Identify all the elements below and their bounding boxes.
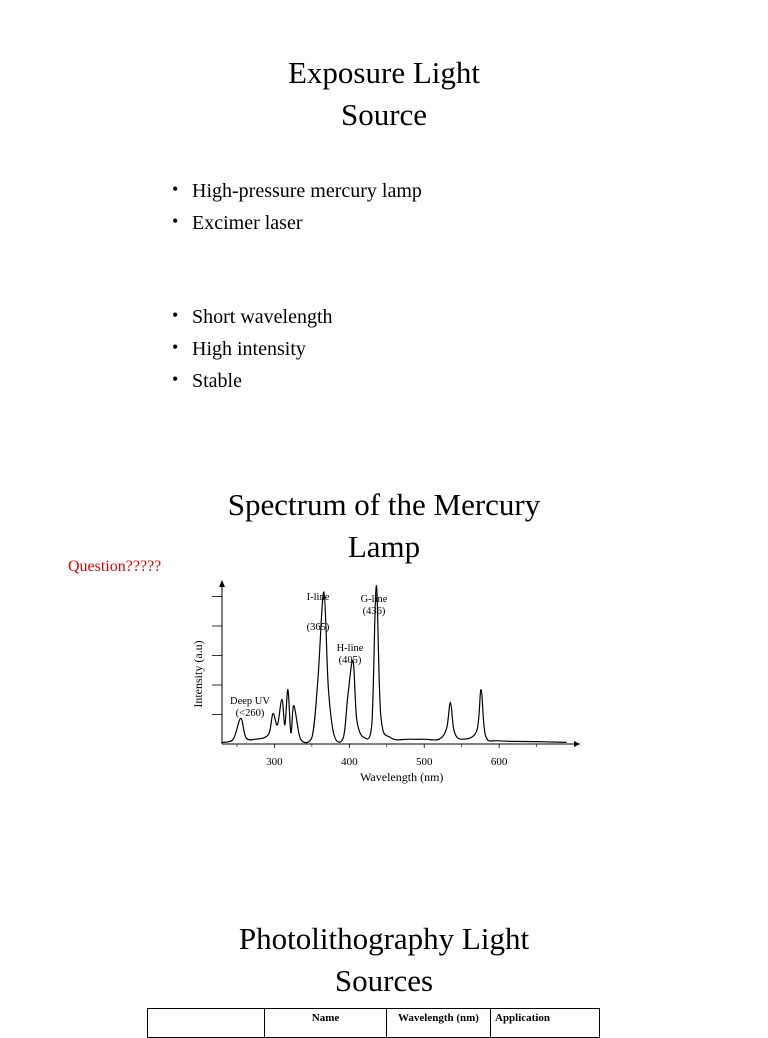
- slide-title-photolithography: [184, 918, 584, 1002]
- peak-annotation-wavelength: (405): [338, 655, 362, 666]
- slide-title-spectrum: [184, 484, 584, 568]
- bullet-list-sources: [170, 178, 430, 242]
- title-line: Sources: [334, 963, 434, 998]
- peak-annotation-wavelength: (365): [306, 622, 330, 633]
- bullet-item: • High-pressure mercury lamp: [170, 178, 430, 205]
- peak-annotation-name: H-line: [336, 643, 364, 654]
- x-tick-label: 500: [415, 756, 433, 768]
- title-line: Exposure Light: [288, 55, 480, 90]
- question-label: Question?????: [68, 558, 162, 575]
- y-axis-arrow: [219, 580, 225, 587]
- slide-title-exposure: [184, 52, 584, 136]
- peak-annotation-name: Deep UV: [230, 696, 270, 707]
- title-line: Source: [340, 97, 428, 132]
- x-tick-label: 400: [341, 756, 358, 768]
- y-axis-label: Intensity (a.u): [191, 640, 205, 708]
- peak-annotation-wavelength: (436): [362, 606, 386, 617]
- table-header-cell: Name: [265, 1009, 387, 1038]
- table-header-cell: Wavelength (nm): [387, 1009, 491, 1038]
- table-header-row: [148, 1009, 600, 1038]
- x-tick-label: 300: [266, 756, 283, 768]
- x-axis-arrow: [574, 741, 580, 747]
- mercury-spectrum-chart: [180, 578, 600, 798]
- light-sources-table: [147, 1008, 600, 1038]
- peak-annotation-name: I-line: [306, 592, 330, 603]
- bullet-item: • Excimer laser: [170, 210, 430, 237]
- x-tick-label: 600: [490, 756, 508, 768]
- bullet-item: • Short wavelength: [170, 304, 430, 331]
- bullet-item: • High intensity: [170, 336, 430, 363]
- title-line: Photolithography Light: [238, 921, 530, 956]
- peak-annotation-name: G-line: [360, 594, 388, 605]
- bullet-item: • Stable: [170, 368, 430, 395]
- bullet-list-requirements: [170, 304, 430, 400]
- title-line: Lamp: [347, 529, 421, 564]
- x-axis-label: Wavelength (nm): [360, 770, 444, 784]
- spectrum-line: [222, 586, 567, 743]
- table-header-cell: Application: [491, 1009, 600, 1038]
- title-line: Spectrum of the Mercury: [227, 487, 541, 522]
- table-header-cell: [148, 1009, 265, 1038]
- peak-annotation-wavelength: (<260): [235, 708, 265, 719]
